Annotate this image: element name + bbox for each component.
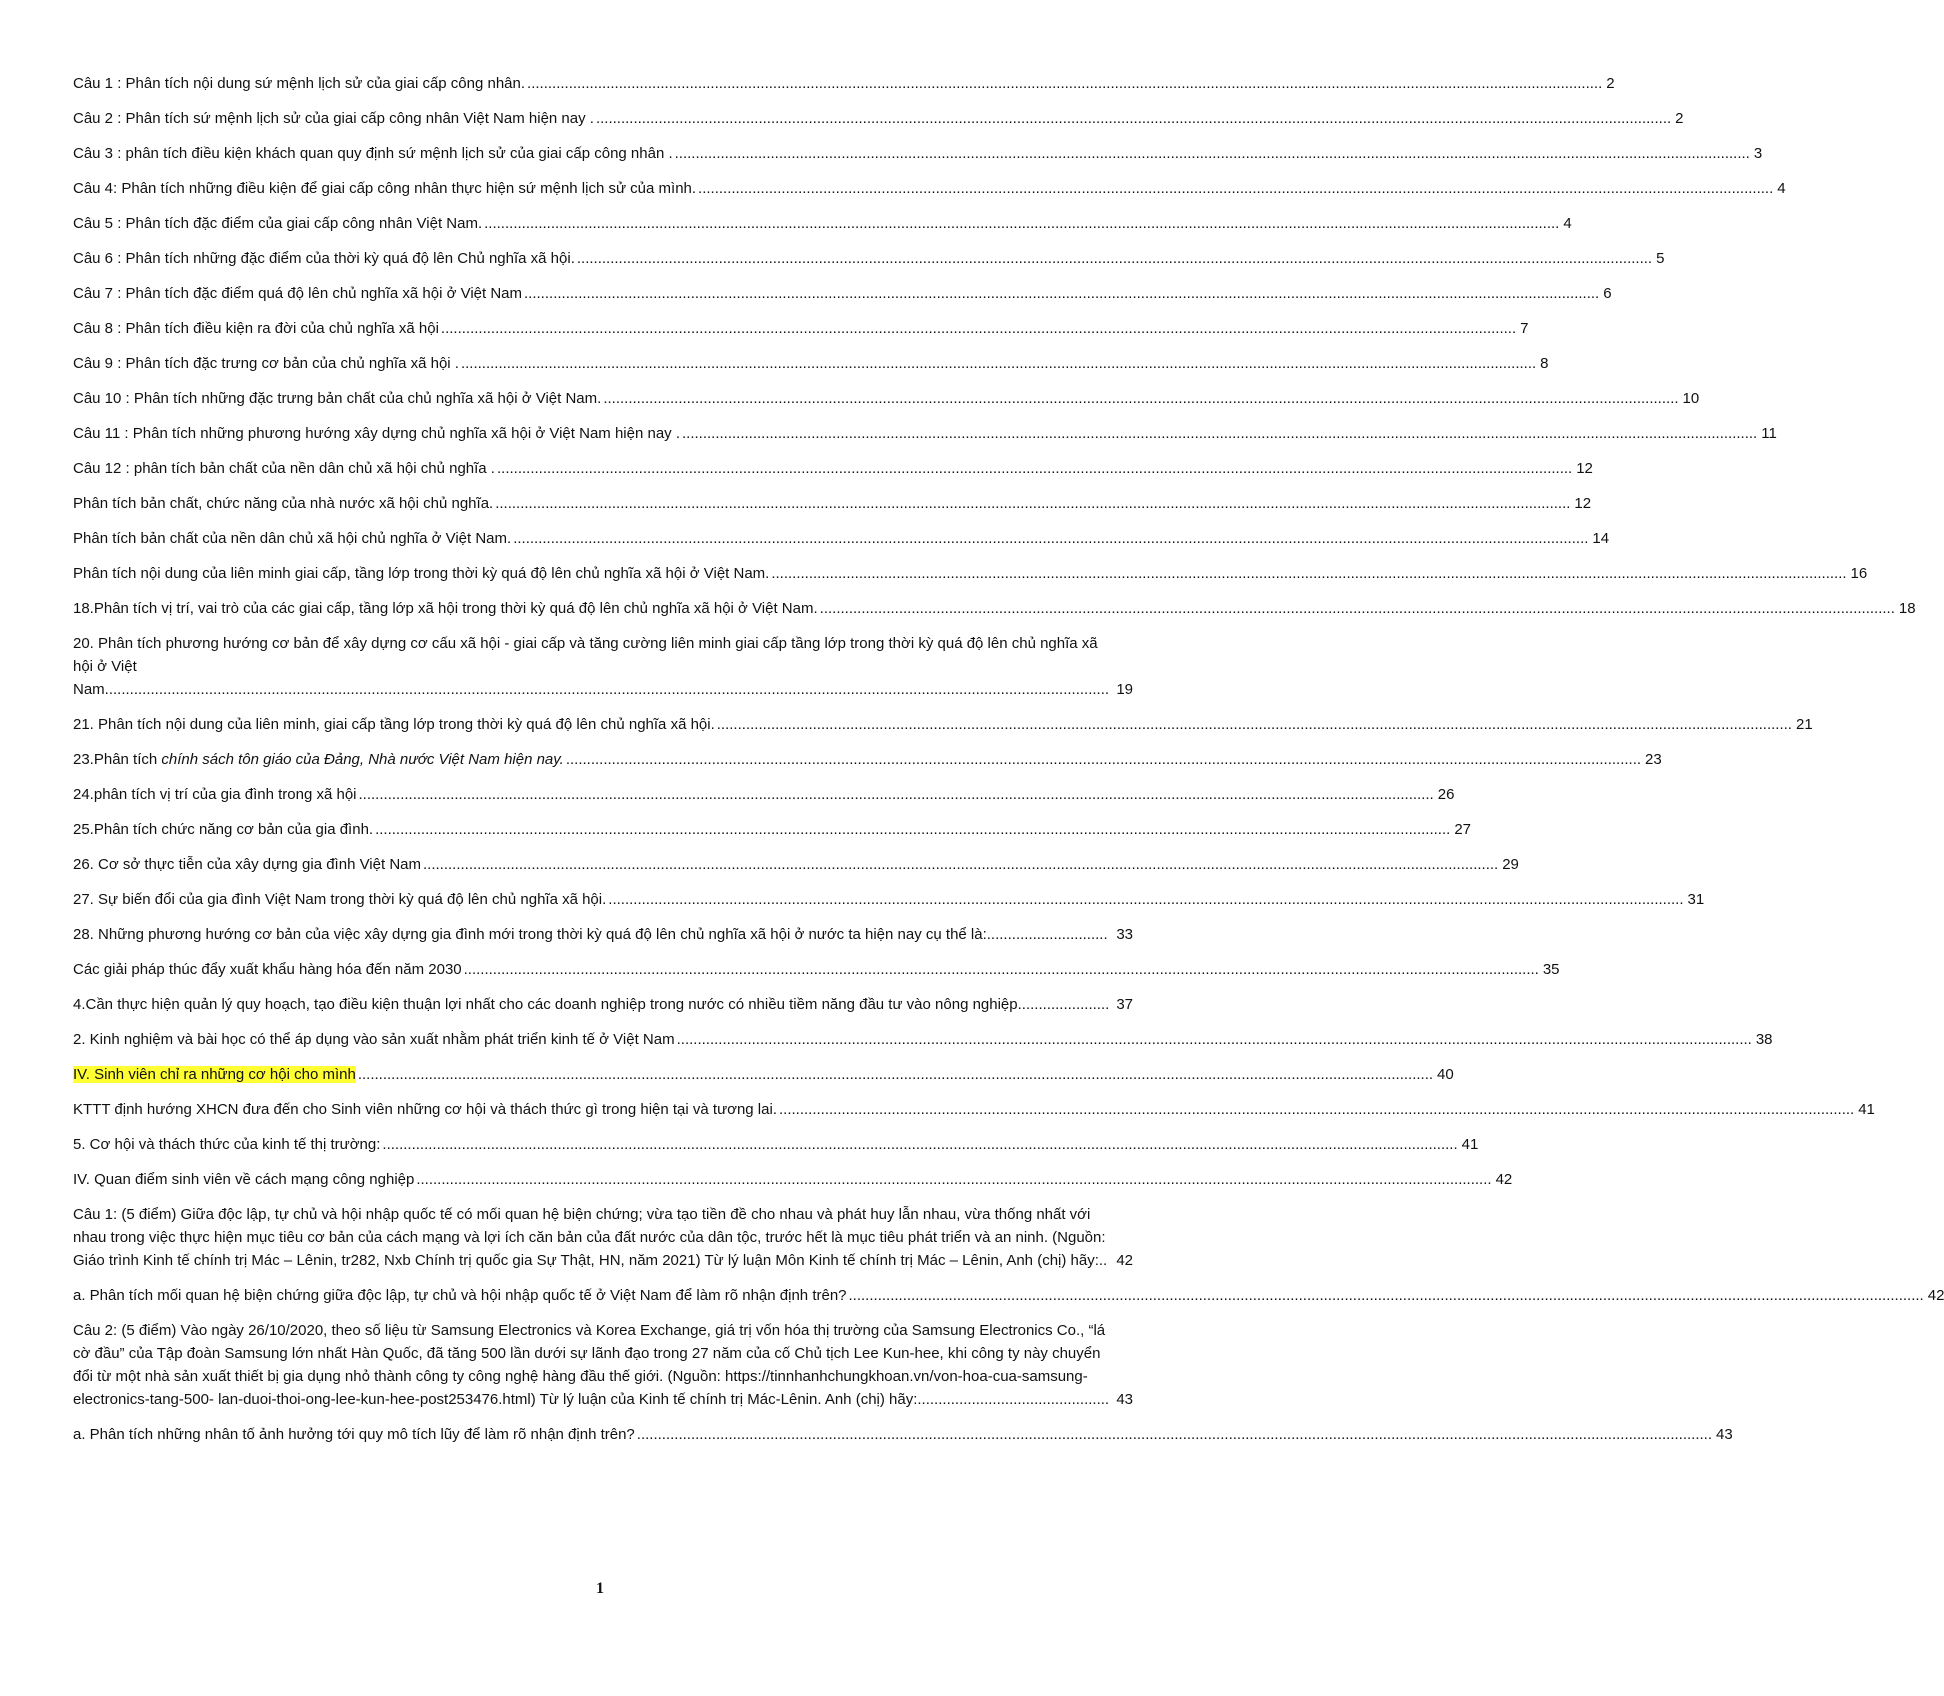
dot-leader: [524, 282, 1599, 305]
toc-entry-title-text: Phân tích bản chất, chức năng của nhà nước xã hội chủ nghĩa.: [73, 495, 494, 512]
toc-entry-title: [73, 1098, 777, 1121]
toc-entry[interactable]: [73, 1028, 1773, 1051]
toc-page-number: 6: [1603, 285, 1612, 302]
dot-leader: [637, 1423, 1712, 1446]
dot-leader: ..............................................: [917, 1391, 1110, 1408]
toc-entry[interactable]: [73, 317, 1529, 340]
toc-entry-title-text: Câu 9 : Phân tích đặc trưng cơ bản của chủ nghĩa xã hội .: [73, 355, 459, 372]
toc-entry[interactable]: [73, 1168, 1513, 1191]
toc-page-number: 38: [1755, 1031, 1773, 1048]
toc-entry-title: [73, 1423, 635, 1446]
toc-page-number: 35: [1542, 961, 1560, 978]
toc-entry-title-text: a. Phân tích những nhân tố ảnh hưởng tới quy mô tích lũy để làm rõ nhận định trên?: [73, 1426, 635, 1443]
toc-entry-title: [73, 282, 522, 305]
toc-entry-title-text: Câu 3 : phân tích điều kiện khách quan quy định sứ mệnh lịch sử của giai cấp công nhân .: [73, 145, 673, 162]
toc-page-number: 14: [1592, 530, 1610, 547]
dot-leader: [497, 457, 1572, 480]
toc-entry-title: [73, 818, 373, 841]
dot-leader: [461, 352, 1536, 375]
dot-leader: [359, 783, 1434, 806]
dot-leader: [698, 177, 1773, 200]
toc-page-number: 8: [1540, 355, 1549, 372]
toc-entry-title-text: 26. Cơ sở thực tiễn của xây dựng gia đình Việt Nam: [73, 856, 421, 873]
toc-entry-title: [73, 597, 818, 620]
toc-entry-title: [73, 1063, 356, 1086]
dot-leader: [375, 818, 1450, 841]
toc-entry-title-text: Câu 6 : Phân tích những đặc điểm của thời kỳ quá độ lên Chủ nghĩa xã hội.: [73, 250, 575, 267]
toc-page-number: 43: [1116, 1391, 1133, 1408]
toc-entry-title-text: 24.phân tích vị trí của gia đình trong xã hội: [73, 786, 357, 803]
toc-page-number: 10: [1682, 390, 1700, 407]
toc-entry-title-text: 2. Kinh nghiệm và bài học có thể áp dụng vào sản xuất nhằm phát triển kinh tế ở Việt Nam: [73, 1031, 675, 1048]
toc-entry-title-text: 28. Những phương hướng cơ bản của việc xây dựng gia đình mới trong thời kỳ quá độ lên chủ nghĩa xã hội ở nước ta hiện nay cụ thể là:: [73, 926, 987, 943]
dot-leader: [441, 317, 1516, 340]
toc-entry-title-text: Phân tích nội dung của liên minh giai cấp, tầng lớp trong thời kỳ quá độ lên chủ nghĩa xã hội ở Việt Nam.: [73, 565, 770, 582]
dot-leader: [416, 1168, 1491, 1191]
toc-entry[interactable]: [73, 142, 1763, 165]
toc-page-number: 11: [1761, 425, 1777, 442]
dot-leader: [423, 853, 1498, 876]
toc-entry-title: [73, 1319, 1114, 1411]
toc-entry[interactable]: [73, 72, 1615, 95]
dot-leader: [603, 387, 1678, 410]
toc-entry-title-text: a. Phân tích mối quan hệ biện chứng giữa độc lập, tự chủ và hội nhập quốc tế ở Việt Nam để làm rõ nhận định trên?: [73, 1287, 847, 1304]
toc-entry-title: [73, 888, 606, 911]
toc-entry-title-text: Câu 12 : phân tích bản chất của nền dân chủ xã hội chủ nghĩa .: [73, 460, 495, 477]
toc-entry-title: [73, 1133, 380, 1156]
toc-page-number: 16: [1850, 565, 1868, 582]
toc-entry-title: [73, 783, 357, 806]
highlighted-title: IV. Sinh viên chỉ ra những cơ hội cho mình: [73, 1066, 356, 1083]
toc-entry-title-text: 25.Phân tích chức năng cơ bản của gia đình.: [73, 821, 374, 838]
toc-entry-title: [73, 72, 525, 95]
toc-entry[interactable]: [73, 958, 1560, 981]
toc-entry-title: [73, 142, 673, 165]
toc-entry-title: [73, 527, 511, 550]
toc-page-number: 41: [1461, 1136, 1479, 1153]
dot-leader: [717, 713, 1792, 736]
toc-page-number: 29: [1502, 856, 1519, 873]
toc-page-number: 4: [1563, 215, 1572, 232]
toc-entry-title: [73, 632, 1114, 701]
toc-entry-title-text: Câu 10 : Phân tích những đặc trưng bản chất của chủ nghĩa xã hội ở Việt Nam.: [73, 390, 602, 407]
toc-entry-title-text: Câu 2: (5 điểm) Vào ngày 26/10/2020, theo số liệu từ Samsung Electronics và Korea Exchange, giá trị vốn hóa thị trường của Samsung Electronics Co., “lá cờ đầu” của Tập đoàn Samsung lớn nhất Hàn Quốc, đã tăng 500 lần dưới sự lãnh đạo trong 27 năm của cố Chủ tịch Lee Kun-hee, khi công ty này chuyển đổi từ một nhà sản xuất thiết bị gia dụng nhỏ thành công ty công nghệ hàng đầu thế giới. (Nguồn: https://tinnhanhchungkhoan.vn/von-hoa-cua-samsung-electronics-tang-500- lan-duoi-thoi-ong-lee-kun-hee-post253476.html) Từ lý luận của Kinh tế chính trị Mác-Lênin. Anh (chị) hãy:: [73, 1322, 1106, 1408]
toc-entry-title-text: Câu 4: Phân tích những điều kiện để giai cấp công nhân thực hiện sứ mệnh lịch sử của mình.: [73, 180, 697, 197]
dot-leader: ......................: [1017, 996, 1110, 1013]
toc-entry-title: [73, 352, 459, 375]
dot-leader: [849, 1284, 1924, 1307]
toc-entry[interactable]: [73, 1319, 1133, 1411]
toc-entry-title-text: 27. Sự biến đổi của gia đình Việt Nam trong thời kỳ quá độ lên chủ nghĩa xã hội.: [73, 891, 607, 908]
toc-page-number: 2: [1606, 75, 1615, 92]
dot-leader: [820, 597, 1895, 620]
dot-leader: [779, 1098, 1854, 1121]
toc-entry-title-prefix: 23.Phân tích: [73, 751, 162, 768]
toc-entry[interactable]: [73, 212, 1572, 235]
toc-page-number: 42: [1116, 1252, 1133, 1269]
toc-page-number: 42: [1927, 1287, 1944, 1304]
page-number: 1: [596, 1580, 604, 1597]
toc-entry-title: [73, 853, 421, 876]
toc-entry[interactable]: [73, 818, 1471, 841]
toc-entry-title-text: Các giải pháp thúc đẩy xuất khẩu hàng hóa đến năm 2030: [73, 961, 462, 978]
toc-entry-title: [73, 958, 462, 981]
dot-leader: [577, 247, 1652, 270]
toc-page-number: 31: [1687, 891, 1705, 908]
toc-entry-title-italic: chính sách tôn giáo của Đảng, Nhà nước Việt Nam hiện nay.: [161, 751, 564, 768]
dot-leader: [358, 1063, 1433, 1086]
toc-page-number: 19: [1116, 681, 1133, 698]
toc-entry-title-text: 21. Phân tích nội dung của liên minh, giai cấp tầng lớp trong thời kỳ quá độ lên chủ nghĩa xã hội.: [73, 716, 715, 733]
toc-page-number: 23: [1645, 751, 1662, 768]
toc-entry-title-text: 20. Phân tích phương hướng cơ bản để xây dựng cơ cấu xã hội - giai cấp và tăng cường liên minh giai cấp tầng lớp trong thời kỳ quá độ lên chủ nghĩa xã hội ở Việt Nam.: [73, 635, 1098, 698]
dot-leader: [513, 527, 1588, 550]
toc-entry[interactable]: [73, 457, 1593, 480]
toc-entry[interactable]: [73, 853, 1519, 876]
toc-entry[interactable]: [73, 247, 1665, 270]
toc-entry[interactable]: [73, 632, 1133, 701]
dot-leader: [608, 888, 1683, 911]
toc-page-number: 2: [1675, 110, 1684, 127]
toc-entry-title-text: Câu 7 : Phân tích đặc điểm quá độ lên chủ nghĩa xã hội ở Việt Nam: [73, 285, 523, 302]
toc-entry[interactable]: [73, 1098, 1875, 1121]
toc-page-number: 43: [1716, 1426, 1733, 1443]
toc-entry[interactable]: [73, 1133, 1479, 1156]
toc-entry-title: [73, 562, 769, 585]
toc-entry[interactable]: [73, 527, 1610, 550]
toc-entry-title: [73, 492, 493, 515]
toc-entry[interactable]: [73, 422, 1777, 445]
toc-entry-title-text: 4.Cần thực hiện quản lý quy hoạch, tạo điều kiện thuận lợi nhất cho các doanh nghiệp trong nước có nhiều tiềm năng đầu tư vào nông nghiệp: [73, 996, 1018, 1013]
toc-entry[interactable]: [73, 597, 1916, 620]
dot-leader: [596, 107, 1671, 130]
toc-entry-title: [73, 457, 495, 480]
toc-entry-title: [73, 713, 715, 736]
toc-entry[interactable]: [73, 492, 1592, 515]
toc-entry[interactable]: [73, 1203, 1133, 1272]
toc-entry-title-text: IV. Quan điểm sinh viên về cách mạng công nghiệp: [73, 1171, 415, 1188]
toc-page-number: 42: [1495, 1171, 1513, 1188]
toc-entry[interactable]: [73, 993, 1133, 1016]
dot-leader: [675, 142, 1750, 165]
dot-leader: ..: [1098, 1252, 1108, 1269]
toc-page-number: 37: [1116, 996, 1133, 1013]
toc-page-number: 5: [1656, 250, 1665, 267]
toc-entry-title: [73, 1168, 414, 1191]
toc-entry[interactable]: [73, 562, 1868, 585]
toc-entry[interactable]: [73, 387, 1700, 410]
toc-entry[interactable]: [73, 888, 1705, 911]
toc-entry-title: [73, 247, 575, 270]
toc-page-number: 12: [1576, 460, 1593, 477]
toc-entry-title: [73, 212, 482, 235]
toc-entry[interactable]: [73, 713, 1813, 736]
toc-entry-title-text: 5. Cơ hội và thách thức của kinh tế thị trường:: [73, 1136, 381, 1153]
toc-entry[interactable]: [73, 748, 1662, 771]
toc-entry-title-text: Câu 11 : Phân tích những phương hướng xây dựng chủ nghĩa xã hội ở Việt Nam hiện nay .: [73, 425, 680, 442]
toc-entry-title-text: Câu 8 : Phân tích điều kiện ra đời của chủ nghĩa xã hội: [73, 320, 439, 337]
toc-entry-title-text: Câu 5 : Phân tích đặc điểm của giai cấp công nhân Việt Nam.: [73, 215, 483, 232]
toc-entry-title: [73, 748, 564, 771]
toc-page-number: 4: [1777, 180, 1786, 197]
toc-page-number: 21: [1795, 716, 1813, 733]
toc-page-number: 41: [1858, 1101, 1875, 1118]
toc-entry[interactable]: [73, 1284, 1944, 1307]
toc-page-number: 40: [1437, 1066, 1454, 1083]
toc-entry[interactable]: [73, 923, 1133, 946]
toc-entry[interactable]: [73, 783, 1455, 806]
dot-leader: .............................: [986, 926, 1108, 943]
toc-entry-title: [73, 107, 594, 130]
toc-entry[interactable]: [73, 1423, 1733, 1446]
dot-leader: [682, 422, 1757, 445]
toc-entry-title: [73, 387, 601, 410]
toc-page-number: 3: [1753, 145, 1763, 162]
toc-entry-title: [73, 1203, 1114, 1272]
dot-leader: ................................................................................................................................................................................................................................................: [108, 681, 1110, 698]
toc-entry-title: [73, 177, 696, 200]
toc-entry[interactable]: [73, 352, 1549, 375]
dot-leader: [382, 1133, 1457, 1156]
toc-page-number: 27: [1454, 821, 1471, 838]
toc-page-number: 7: [1520, 320, 1529, 337]
toc-page-number: 18: [1898, 600, 1916, 617]
toc-entry-title: [73, 993, 1114, 1016]
toc-entry-title-text: 18.Phân tích vị trí, vai trò của các giai cấp, tầng lớp xã hội trong thời kỳ quá độ lên chủ nghĩa xã hội ở Việt Nam.: [73, 600, 818, 617]
toc-entry-title: [73, 923, 1114, 946]
toc-entry-title-text: Câu 2 : Phân tích sứ mệnh lịch sử của giai cấp công nhân Việt Nam hiện nay .: [73, 110, 594, 127]
toc-page-number: 12: [1574, 495, 1592, 512]
dot-leader: [771, 562, 1846, 585]
toc-entry[interactable]: [73, 1063, 1454, 1086]
toc-entry[interactable]: [73, 282, 1612, 305]
toc-entry-title: [73, 1028, 675, 1051]
dot-leader: [464, 958, 1539, 981]
toc-entry-title: [73, 1284, 847, 1307]
toc-entry-title: [73, 317, 439, 340]
toc-entry-title-text: Câu 1: (5 điểm) Giữa độc lập, tự chủ và hội nhập quốc tế có mối quan hệ biện chứng; vừa tạo tiền đề cho nhau và phát huy lẫn nhau, vừa thống nhất với nhau trong việc thực hiện mục tiêu cơ bản của cách mạng và lợi ích căn bản của đất nước của dân tộc, trước hết là mục tiêu phát triển và an ninh. (Nguồn: Giáo trình Kinh tế chính trị Mác – Lênin, tr282, Nxb Chính trị quốc gia Sự Thật, HN, năm 2021) Từ lý luận Môn Kinh tế chính trị Mác – Lênin, Anh (chị) hãy:: [73, 1206, 1106, 1269]
dot-leader: [566, 748, 1641, 771]
toc-page-number: 26: [1437, 786, 1455, 803]
dot-leader: [677, 1028, 1752, 1051]
toc-entry-title-text: Câu 1 : Phân tích nội dung sứ mệnh lịch sử của giai cấp công nhân.: [73, 75, 526, 92]
toc-entry-title-text: KTTT định hướng XHCN đưa đến cho Sinh viên những cơ hội và thách thức gì trong hiện tại và tương lai.: [73, 1101, 777, 1118]
toc-entry[interactable]: [73, 107, 1684, 130]
toc-entry-title: [73, 422, 680, 445]
dot-leader: [495, 492, 1570, 515]
dot-leader: [484, 212, 1559, 235]
toc-entry[interactable]: [73, 177, 1786, 200]
toc-page-number: 33: [1116, 926, 1133, 943]
dot-leader: [527, 72, 1602, 95]
toc-entry-title-text: Phân tích bản chất của nền dân chủ xã hội chủ nghĩa ở Việt Nam.: [73, 530, 512, 547]
table-of-contents: [73, 72, 1944, 1458]
